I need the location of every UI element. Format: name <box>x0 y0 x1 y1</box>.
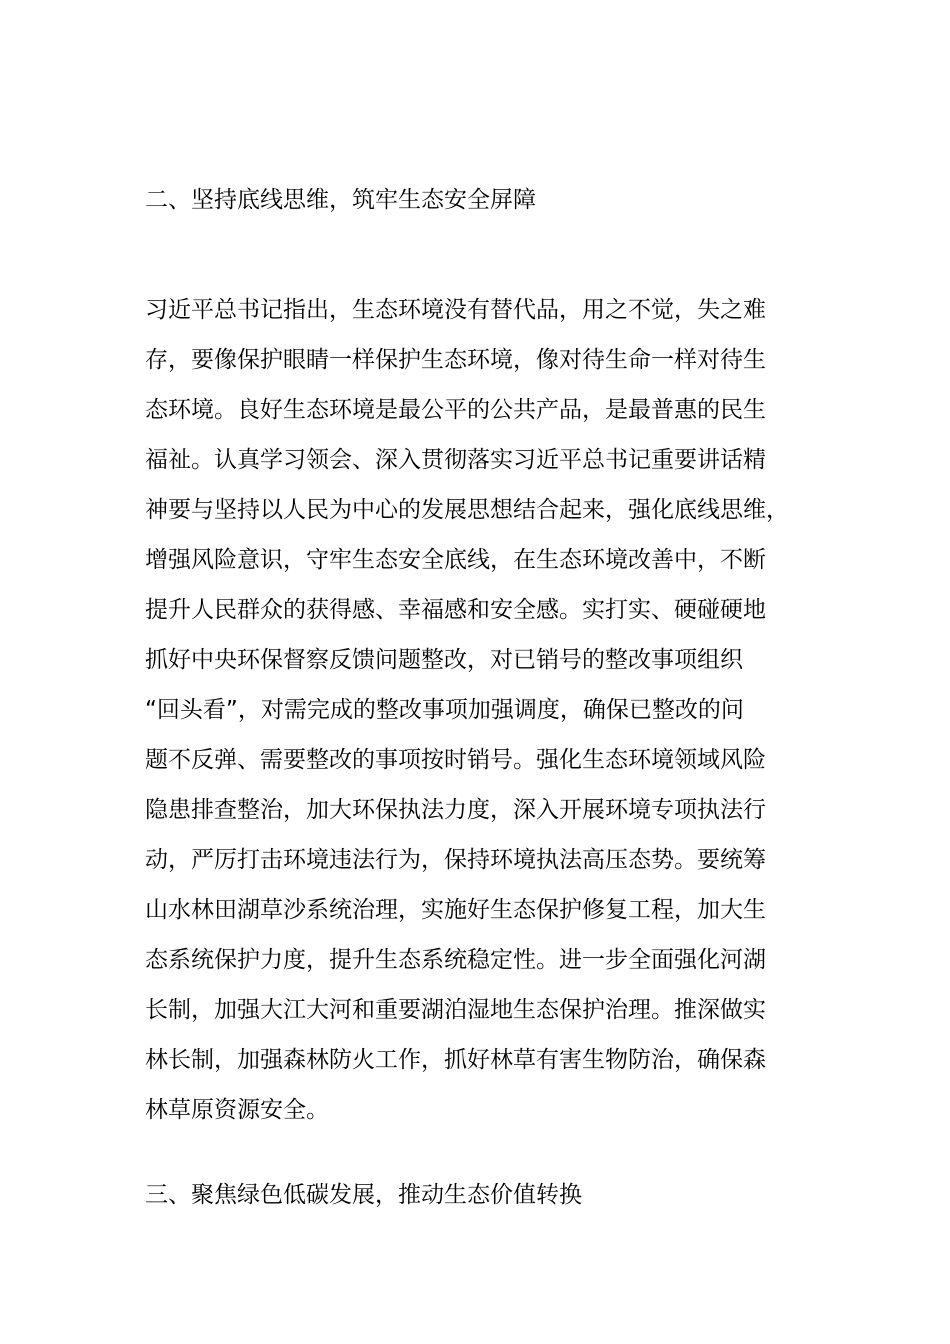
paragraph-line: 动，严厉打击环境违法行为，保持环境执法高压态势。要统筹 <box>145 847 766 873</box>
paragraph-line: 神要与坚持以人民为中心的发展思想结合起来，强化底线思维， <box>145 497 789 523</box>
section-paragraph <box>145 285 825 1135</box>
paragraph-line: 抓好中央环保督察反馈问题整改，对已销号的整改事项组织 <box>145 647 743 673</box>
paragraph-line: 福祉。认真学习领会、深入贯彻落实习近平总书记重要讲话精 <box>145 447 766 473</box>
paragraph-line: 增强风险意识，守牢生态安全底线，在生态环境改善中，不断 <box>145 547 766 573</box>
paragraph-line: 态系统保护力度，提升生态系统稳定性。进一步全面强化河湖 <box>145 947 766 973</box>
paragraph-line: “回头看”，对需完成的整改事项加强调度，确保已整改的问 <box>145 697 744 723</box>
paragraph-line: 习近平总书记指出，生态环境没有替代品，用之不觉，失之难 <box>145 297 766 323</box>
paragraph-line: 态环境。良好生态环境是最公平的公共产品，是最普惠的民生 <box>145 397 766 423</box>
paragraph-line: 存，要像保护眼睛一样保护生态环境，像对待生命一样对待生 <box>145 347 766 373</box>
paragraph-line: 题不反弹、需要整改的事项按时销号。强化生态环境领域风险 <box>145 747 766 773</box>
paragraph-line: 长制，加强大江大河和重要湖泊湿地生态保护治理。推深做实 <box>145 997 766 1023</box>
paragraph-line: 山水林田湖草沙系统治理，实施好生态保护修复工程，加大生 <box>145 897 766 923</box>
paragraph-line: 提升人民群众的获得感、幸福感和安全感。实打实、硬碰硬地 <box>145 597 766 623</box>
paragraph-line: 林草原资源安全。 <box>145 1097 329 1123</box>
paragraph-line: 林长制，加强森林防火工作，抓好林草有害生物防治，确保森 <box>145 1047 766 1073</box>
paragraph-line: 隐患排查整治，加大环保执法力度，深入开展环境专项执法行 <box>145 797 766 823</box>
section-heading-2: 二、坚持底线思维，筑牢生态安全屏障 <box>145 187 536 213</box>
section-heading-3: 三、聚焦绿色低碳发展，推动生态价值转换 <box>145 1182 582 1208</box>
